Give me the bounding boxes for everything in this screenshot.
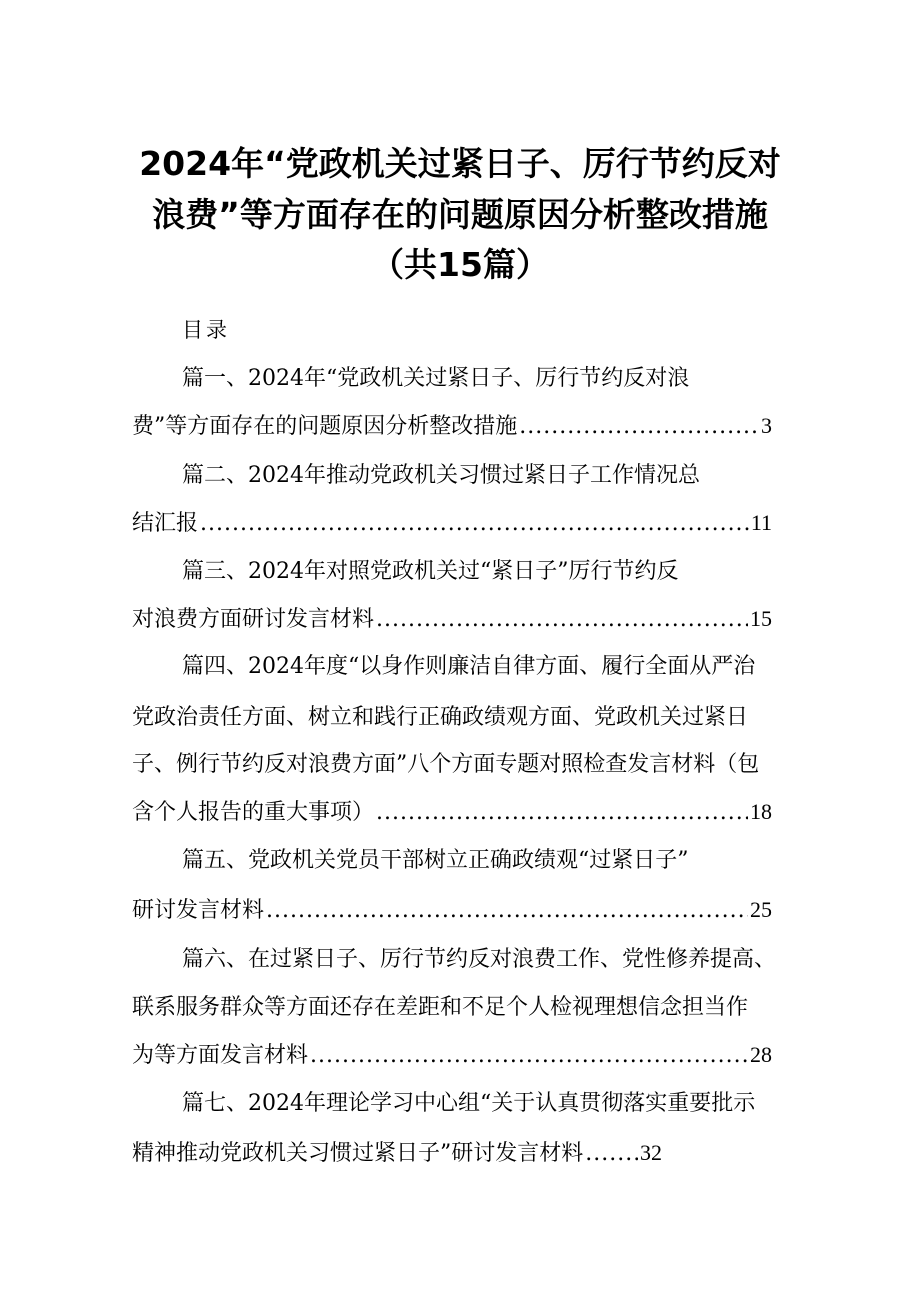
dot-leader <box>376 796 748 830</box>
toc-entry-1-page: 3 <box>761 413 772 438</box>
toc-entry-5-page: 25 <box>750 897 772 922</box>
toc-entry-7-text: 精神推动党政机关习惯过紧日子”研讨发言材料 <box>132 1141 584 1166</box>
dot-leader <box>310 1039 748 1073</box>
dot-leader <box>200 507 749 541</box>
toc-entry-5-line-1[interactable]: 篇五、党政机关党员干部树立正确政绩观“过紧日子” <box>182 848 689 873</box>
toc-entry-1-leader[interactable] <box>132 409 772 444</box>
toc-entry-2-leader[interactable] <box>132 506 772 541</box>
document-title-line-1: 2024年“党政机关过紧日子、厉行节约反对 <box>139 144 781 183</box>
toc-heading: 目录 <box>182 318 230 342</box>
toc-entry-3-page: 15 <box>750 606 772 631</box>
toc-entry-4-line-3[interactable]: 子、例行节约反对浪费方面”八个方面专题对照检查发言材料（包 <box>132 752 760 777</box>
toc-entry-2-page: 11 <box>750 510 772 535</box>
toc-entry-6-line-2[interactable]: 联系服务群众等方面还存在差距和不足个人检视理想信念担当作 <box>132 995 749 1020</box>
document-title-line-2: 浪费”等方面存在的问题原因分析整改措施 <box>152 195 768 234</box>
toc-entry-5-leader[interactable] <box>132 893 772 928</box>
toc-entry-4-text: 含个人报告的重大事项） <box>132 800 375 825</box>
toc-entry-2-line-1[interactable]: 篇二、2024年推动党政机关习惯过紧日子工作情况总 <box>182 463 700 488</box>
dot-leader <box>519 410 759 444</box>
toc-entry-6-leader[interactable] <box>132 1038 772 1073</box>
dot-leader <box>376 603 748 637</box>
toc-entry-3-text: 对浪费方面研讨发言材料 <box>132 607 375 632</box>
toc-entry-6-line-1[interactable]: 篇六、在过紧日子、厉行节约反对浪费工作、党性修养提高、 <box>182 947 777 972</box>
toc-entry-2-text: 结汇报 <box>132 511 199 536</box>
dot-leader <box>266 894 748 928</box>
toc-entry-1-text: 费”等方面存在的问题原因分析整改措施 <box>132 414 518 439</box>
toc-entry-7-leader[interactable] <box>132 1136 662 1171</box>
toc-entry-4-line-2[interactable]: 党政治责任方面、树立和践行正确政绩观方面、党政机关过紧日 <box>132 705 749 730</box>
toc-entry-4-page: 18 <box>750 799 772 824</box>
toc-entry-7-page: 32 <box>640 1140 662 1165</box>
toc-entry-5-text: 研讨发言材料 <box>132 898 265 923</box>
toc-entry-3-line-1[interactable]: 篇三、2024年对照党政机关过“紧日子”厉行节约反 <box>182 559 679 584</box>
toc-entry-3-leader[interactable] <box>132 602 772 637</box>
toc-entry-4-leader[interactable] <box>132 795 772 830</box>
toc-entry-6-page: 28 <box>750 1042 772 1067</box>
toc-entry-6-text: 为等方面发言材料 <box>132 1043 309 1068</box>
toc-entry-1-line-1[interactable]: 篇一、2024年“党政机关过紧日子、厉行节约反对浪 <box>182 366 690 391</box>
toc-entry-7-line-1[interactable]: 篇七、2024年理论学习中心组“关于认真贯彻落实重要批示 <box>182 1091 756 1116</box>
dot-leader <box>585 1137 638 1171</box>
toc-entry-4-line-1[interactable]: 篇四、2024年度“以身作则廉洁自律方面、履行全面从严治 <box>182 654 756 679</box>
document-title-line-3: （共15篇） <box>371 245 549 284</box>
